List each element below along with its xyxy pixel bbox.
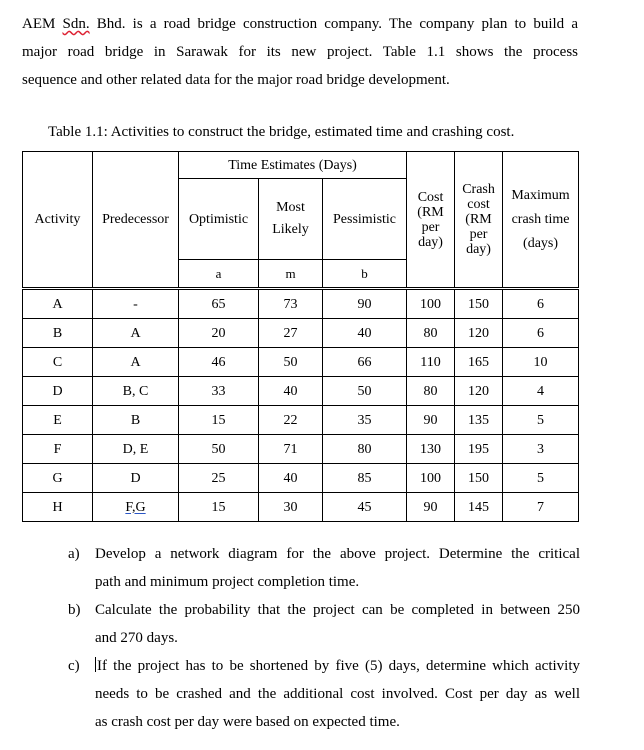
- cell-predecessor: -: [93, 289, 179, 319]
- cell-activity: G: [23, 464, 93, 493]
- question-a-label: a): [68, 546, 80, 562]
- cell-optimistic: 46: [179, 348, 259, 377]
- cell-max-crash: 5: [503, 406, 579, 435]
- header-max-crash: [503, 152, 579, 289]
- questions: [68, 540, 580, 736]
- header-most-likely-text: Most Likely: [272, 200, 309, 237]
- cell-crash-cost: 135: [455, 406, 503, 435]
- cell-cost: 100: [407, 289, 455, 319]
- intro-text: AEM: [22, 16, 63, 32]
- cell-activity: H: [23, 493, 93, 522]
- cell-crash-cost: 150: [455, 464, 503, 493]
- cell-activity: E: [23, 406, 93, 435]
- question-c: [68, 652, 580, 736]
- cell-pessimistic: 50: [323, 377, 407, 406]
- question-b-label: b): [68, 602, 81, 618]
- cell-most-likely: 27: [259, 319, 323, 348]
- cell-most-likely: 50: [259, 348, 323, 377]
- cell-pessimistic: 40: [323, 319, 407, 348]
- cell-activity: B: [23, 319, 93, 348]
- cell-predecessor: A: [93, 319, 179, 348]
- cell-most-likely: 40: [259, 464, 323, 493]
- cell-optimistic: 25: [179, 464, 259, 493]
- cell-most-likely: 40: [259, 377, 323, 406]
- cell-cost: 90: [407, 493, 455, 522]
- question-c-line-2: needs to be crashed and the additional cost involved. Cost per day as well: [95, 686, 580, 702]
- table-row: [23, 493, 579, 522]
- table-row: [23, 406, 579, 435]
- cell-pessimistic: 80: [323, 435, 407, 464]
- header-cost: [407, 152, 455, 289]
- cell-activity: A: [23, 289, 93, 319]
- header-cost-text: Cost (RM per day): [417, 189, 444, 250]
- intro-text: Bhd. is a road bridge construction company. The company plan to build a: [89, 16, 578, 32]
- cell-cost: 130: [407, 435, 455, 464]
- header-crash-cost: [455, 152, 503, 289]
- cell-optimistic: 15: [179, 406, 259, 435]
- cell-predecessor: D, E: [93, 435, 179, 464]
- table-row: [23, 289, 579, 319]
- header-activity: Activity: [23, 152, 93, 289]
- cell-pessimistic: 66: [323, 348, 407, 377]
- cell-crash-cost: 145: [455, 493, 503, 522]
- question-c-line-1-text: If the project has to be shortened by five (5) days, determine which activity: [97, 658, 580, 674]
- table-row: [23, 377, 579, 406]
- header-b: b: [323, 260, 407, 289]
- cell-max-crash: 5: [503, 464, 579, 493]
- cell-most-likely: 22: [259, 406, 323, 435]
- cell-optimistic: 65: [179, 289, 259, 319]
- spellcheck-word: Sdn.: [62, 16, 90, 32]
- header-time-estimates: Time Estimates (Days): [179, 152, 407, 179]
- cell-most-likely: 30: [259, 493, 323, 522]
- question-b: [68, 596, 580, 652]
- cell-max-crash: 6: [503, 319, 579, 348]
- cell-cost: 90: [407, 406, 455, 435]
- cell-max-crash: 3: [503, 435, 579, 464]
- cell-max-crash: 6: [503, 289, 579, 319]
- table-row: [23, 348, 579, 377]
- question-a: [68, 540, 580, 596]
- header-crash-cost-text: Crash cost (RM per day): [462, 182, 495, 257]
- cell-pessimistic: 90: [323, 289, 407, 319]
- cell-crash-cost: 195: [455, 435, 503, 464]
- cell-max-crash: 10: [503, 348, 579, 377]
- cell-activity: D: [23, 377, 93, 406]
- cell-optimistic: 33: [179, 377, 259, 406]
- header-optimistic: Optimistic: [179, 179, 259, 260]
- table-row: [23, 319, 579, 348]
- header-a: a: [179, 260, 259, 289]
- header-m: m: [259, 260, 323, 289]
- header-predecessor: Predecessor: [93, 152, 179, 289]
- cell-cost: 80: [407, 319, 455, 348]
- table-row: [23, 464, 579, 493]
- cell-predecessor: D: [93, 464, 179, 493]
- cell-predecessor: F,G: [93, 493, 179, 522]
- table-body: [23, 289, 579, 522]
- cell-cost: 110: [407, 348, 455, 377]
- cell-pessimistic: 85: [323, 464, 407, 493]
- cell-most-likely: 71: [259, 435, 323, 464]
- cell-max-crash: 7: [503, 493, 579, 522]
- cell-crash-cost: 165: [455, 348, 503, 377]
- question-a-line-1: Develop a network diagram for the above project. Determine the critical: [95, 546, 580, 562]
- question-c-label: c): [68, 658, 80, 674]
- intro-line-3: sequence and other related data for the major road bridge development.: [22, 72, 450, 88]
- question-c-line-3: as crash cost per day were based on expected time.: [95, 714, 400, 730]
- header-most-likely: [259, 179, 323, 260]
- table-row: [23, 435, 579, 464]
- text-cursor: [95, 657, 96, 672]
- intro-paragraph: [22, 10, 578, 94]
- header-pessimistic: Pessimistic: [323, 179, 407, 260]
- header-max-crash-text: Maximum crash time (days): [511, 187, 570, 251]
- cell-predecessor: B, C: [93, 377, 179, 406]
- activities-table: [22, 151, 579, 522]
- cell-crash-cost: 150: [455, 289, 503, 319]
- table-caption: Table 1.1: Activities to construct the bridge, estimated time and crashing cost.: [48, 124, 515, 140]
- cell-optimistic: 50: [179, 435, 259, 464]
- question-b-line-1: Calculate the probability that the project can be completed in between 250: [95, 602, 580, 618]
- cell-max-crash: 4: [503, 377, 579, 406]
- cell-predecessor: A: [93, 348, 179, 377]
- intro-line-2: major road bridge in Sarawak for its new project. Table 1.1 shows the process: [22, 44, 578, 60]
- cell-cost: 100: [407, 464, 455, 493]
- question-c-line-1: [95, 652, 580, 680]
- cell-activity: C: [23, 348, 93, 377]
- cell-activity: F: [23, 435, 93, 464]
- cell-optimistic: 15: [179, 493, 259, 522]
- question-a-line-2: path and minimum project completion time.: [95, 574, 360, 590]
- cell-crash-cost: 120: [455, 319, 503, 348]
- cell-cost: 80: [407, 377, 455, 406]
- cell-pessimistic: 45: [323, 493, 407, 522]
- cell-most-likely: 73: [259, 289, 323, 319]
- cell-pessimistic: 35: [323, 406, 407, 435]
- question-b-line-2: and 270 days.: [95, 630, 178, 646]
- cell-predecessor: B: [93, 406, 179, 435]
- cell-crash-cost: 120: [455, 377, 503, 406]
- cell-optimistic: 20: [179, 319, 259, 348]
- intro-line-1: [22, 10, 578, 38]
